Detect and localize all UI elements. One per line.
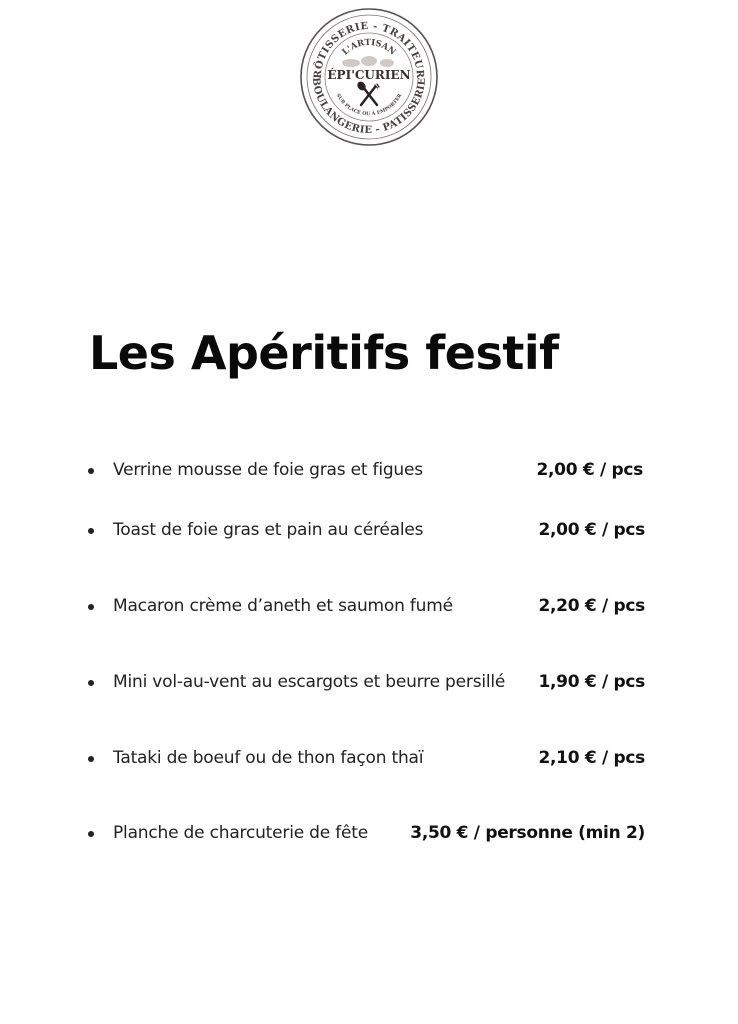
svg-text:SUR PLACE OU À EMPORTER: SUR PLACE OU À EMPORTER [334,92,404,118]
menu-item-label: Tataki de boeuf ou de thon façon thaï [113,748,424,768]
menu-item [0,823,738,847]
bullet-icon [88,680,94,686]
menu-item-label: Macaron crème d’aneth et saumon fumé [113,596,453,616]
menu-item [0,596,738,620]
menu-item [0,520,738,544]
bullet-icon [88,756,94,762]
menu-item-price: 2,10 € / pcs [538,748,645,768]
menu-item-price: 1,90 € / pcs [538,672,645,692]
menu-item [0,748,738,772]
svg-text:ÉPI'CURIEN: ÉPI'CURIEN [327,68,411,82]
bullet-icon [88,528,94,534]
bullet-icon [88,604,94,610]
menu-item-price: 2,00 € / pcs [536,460,643,480]
menu-item-label: Verrine mousse de foie gras et figues [113,460,423,480]
menu-item-label: Planche de charcuterie de fête [113,823,369,843]
svg-text:BOULANGERIE - PATISSERIE: BOULANGERIE - PATISSERIE [309,77,429,137]
menu-item-label: Mini vol-au-vent au escargots et beurre persillé [113,672,506,692]
bullet-icon [88,468,94,474]
menu-item [0,460,738,484]
logo-emblem-icon [299,7,439,147]
bullet-icon [88,831,94,837]
svg-text:RÔTISSERIE - TRAITEUR: RÔTISSERIE - TRAITEUR [312,20,426,79]
brand-logo [299,7,439,147]
menu-item-price: 2,20 € / pcs [538,596,645,616]
menu-item-label: Toast de foie gras et pain au céréales [113,520,424,540]
menu-item-price: 3,50 € / personne (min 2) [410,823,645,843]
svg-text:L'ARTISAN: L'ARTISAN [340,37,398,58]
page-title: Les Apéritifs festif [89,326,559,380]
menu-item [0,672,738,696]
menu-item-price: 2,00 € / pcs [538,520,645,540]
